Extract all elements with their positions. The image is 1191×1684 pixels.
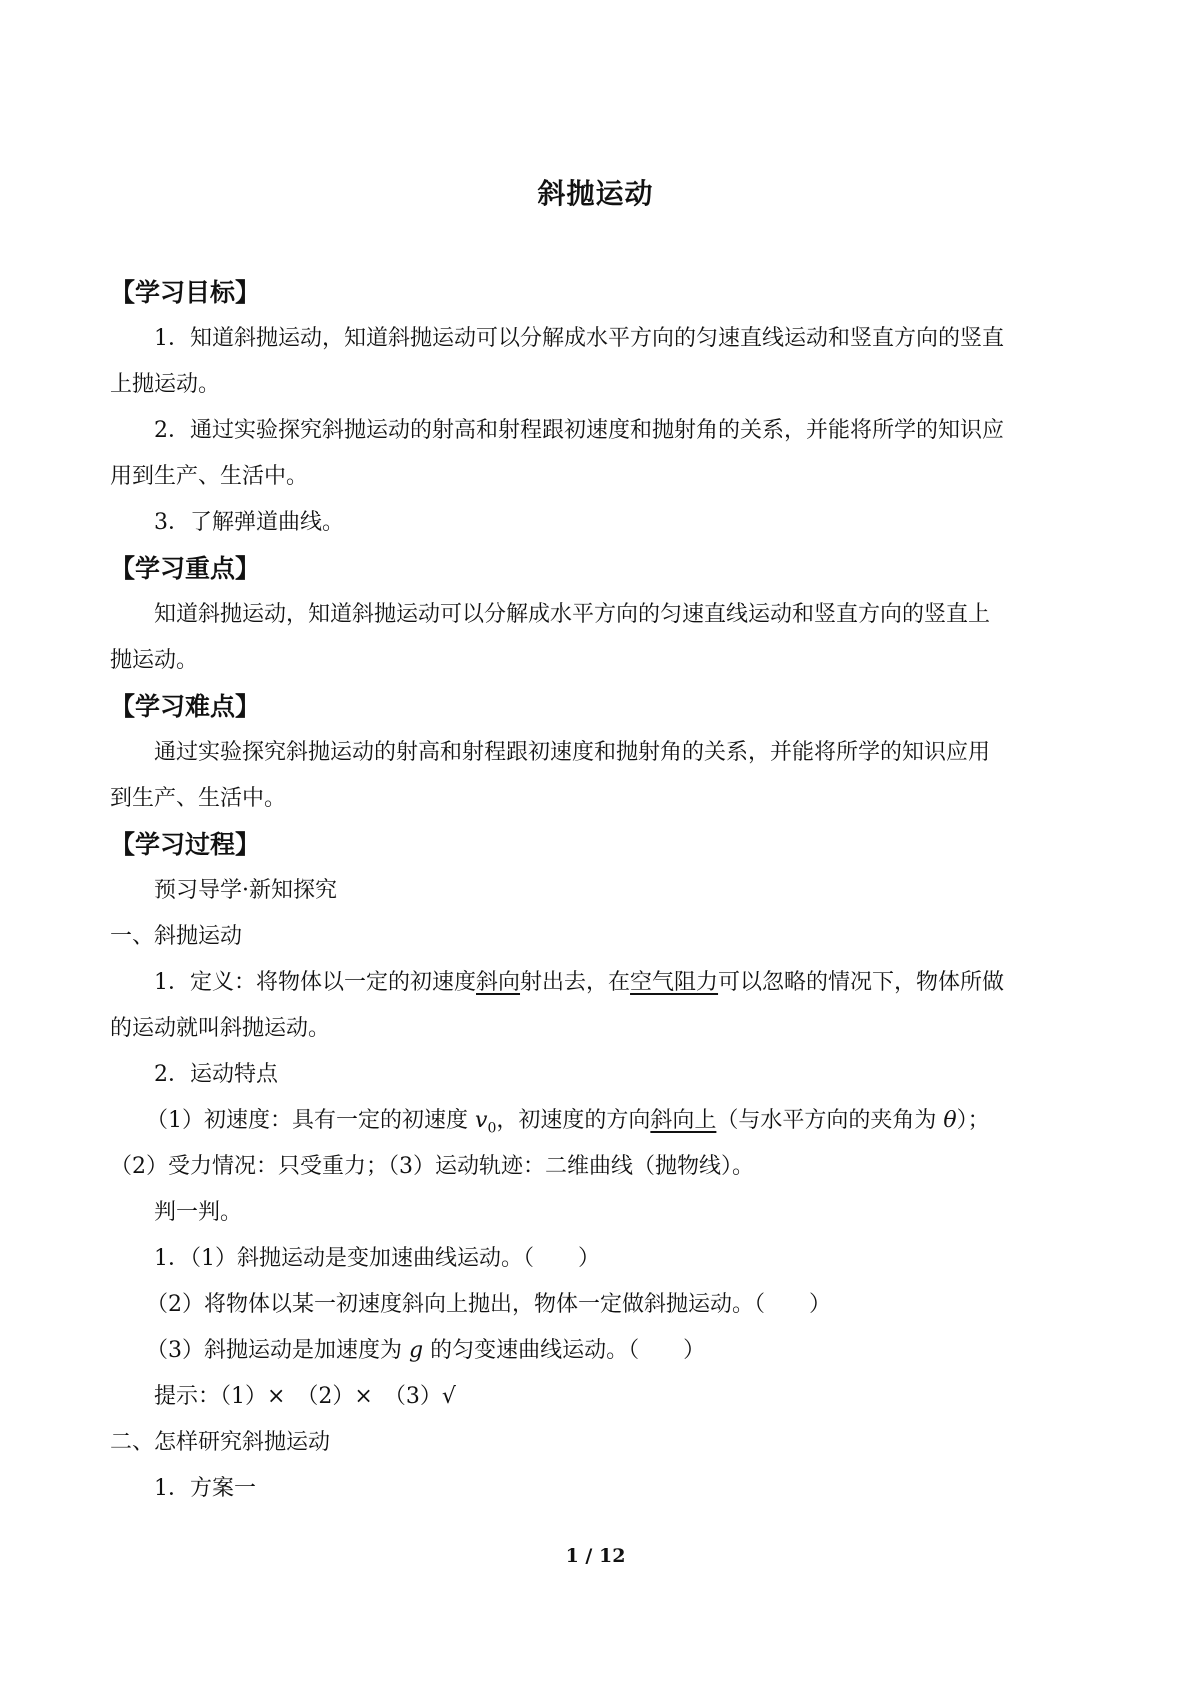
page-title: 斜抛运动 <box>537 177 654 210</box>
feature-2-3: （2）受力情况：只受重力；（3）运动轨迹：二维曲线（抛物线）。 <box>110 1154 754 1179</box>
definition-text-a: 1．定义：将物体以一定的初速度 <box>154 970 476 995</box>
page-number: 1 / 12 <box>565 1545 626 1567</box>
g-symbol: g <box>409 1338 424 1363</box>
objective-2-line-2: 用到生产、生活中。 <box>110 464 309 489</box>
definition-text-c: 可以忽略的情况下，物体所做 <box>718 970 1005 995</box>
key-points-line-2: 抛运动。 <box>110 648 199 673</box>
theta-symbol: θ <box>943 1108 957 1133</box>
judge-item-2: （2）将物体以某一初速度斜向上抛出，物体一定做斜抛运动。（ ） <box>146 1292 831 1317</box>
definition-line-2: 的运动就叫斜抛运动。 <box>110 1016 331 1041</box>
objective-2-line-1: 2．通过实验探究斜抛运动的射高和射程跟初速度和抛射角的关系，并能将所学的知识应 <box>154 418 1004 443</box>
difficulties-line-1: 通过实验探究斜抛运动的射高和射程跟初速度和抛射角的关系，并能将所学的知识应用 <box>154 740 991 765</box>
hint-line: 提示：（1）× （2）× （3）√ <box>154 1384 456 1409</box>
definition-underline-2: 空气阻力 <box>630 970 719 995</box>
feature-1-underline: 斜向上 <box>650 1108 717 1133</box>
difficulties-line-2: 到生产、生活中。 <box>110 786 287 811</box>
key-points-line-1: 知道斜抛运动，知道斜抛运动可以分解成水平方向的匀速直线运动和竖直方向的竖直上 <box>154 602 991 627</box>
judge-3-text-b: 的匀变速曲线运动。（ ） <box>423 1338 706 1363</box>
objective-3: 3．了解弹道曲线。 <box>154 510 344 535</box>
feature-1 <box>110 1098 1085 1144</box>
objective-1-line-2: 上抛运动。 <box>110 372 221 397</box>
feature-1-text-b: ，初速度的方向 <box>496 1108 651 1133</box>
velocity-symbol: v <box>475 1108 488 1133</box>
objective-1-line-1: 1．知道斜抛运动，知道斜抛运动可以分解成水平方向的匀速直线运动和竖直方向的竖直 <box>154 326 1004 351</box>
part1-title: 一、斜抛运动 <box>110 924 243 949</box>
heading-process: 【学习过程】 <box>110 830 261 859</box>
preview-label: 预习导学·新知探究 <box>154 878 337 903</box>
feature-1-text-d: ）； <box>956 1108 990 1133</box>
definition-line-1 <box>110 960 1085 1006</box>
judge-item-1: 1．（1）斜抛运动是变加速曲线运动。（ ） <box>154 1246 600 1271</box>
heading-key-points: 【学习重点】 <box>110 554 261 583</box>
document-body <box>110 270 1085 1512</box>
velocity-subscript: 0 <box>487 1120 497 1137</box>
part2-title: 二、怎样研究斜抛运动 <box>110 1430 331 1455</box>
heading-objectives: 【学习目标】 <box>110 278 261 307</box>
feature-1-text-c: （与水平方向的夹角为 <box>716 1108 944 1133</box>
judge-3-text-a: （3）斜抛运动是加速度为 <box>146 1338 409 1363</box>
judge-label: 判一判。 <box>154 1200 243 1225</box>
feature-title: 2．运动特点 <box>154 1062 278 1087</box>
judge-item-3 <box>110 1328 1085 1374</box>
plan-1: 1．方案一 <box>154 1476 256 1501</box>
feature-1-text-a: （1）初速度：具有一定的初速度 <box>146 1108 475 1133</box>
definition-text-b: 射出去，在 <box>520 970 631 995</box>
definition-underline-1: 斜向 <box>476 970 521 995</box>
heading-difficulties: 【学习难点】 <box>110 692 261 721</box>
